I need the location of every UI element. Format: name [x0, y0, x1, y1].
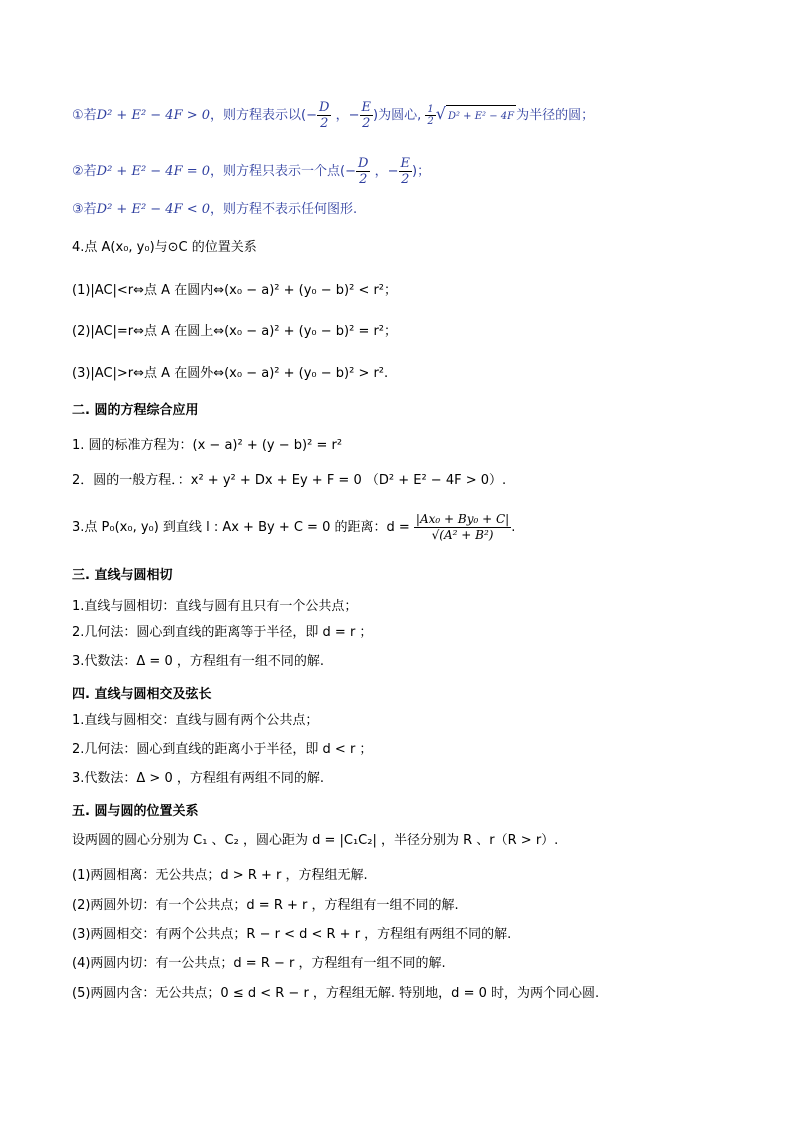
distance-formula-tail: . [511, 520, 516, 535]
section-4-heading: 四. 直线与圆相交及弦长 [72, 687, 212, 702]
frac-one-half: $\frac{1}{2}$ [427, 104, 434, 127]
circle-relation-item: (3)两圆相交：有两个公共点；R − r < d < R + r ，方程组有两组不同的解. [72, 927, 512, 942]
standard-equation: 1. 圆的标准方程为：(x − a)² + (y − b)² = r² [72, 438, 343, 453]
case-2-tail: )； [412, 164, 431, 179]
intersect-item: 3.代数法：Δ > 0 ，方程组有两组不同的解. [72, 771, 324, 786]
case-2-condition: D² + E² − 4F = 0 [96, 164, 211, 179]
section-5-heading: 五. 圆与圆的位置关系 [72, 804, 199, 819]
section-2-heading: 二. 圆的方程综合应用 [72, 403, 199, 418]
circle-relation-item: (2)两圆外切：有一个公共点；d = R + r ，方程组有一组不同的解. [72, 898, 459, 913]
case-2: ②若D² + E² − 4F = 0，则方程只表示一个点(− $\frac{D}{2}$ ，− $\frac{E}{2}$ )； [72, 156, 431, 187]
case-1-text: ，则方程表示以( [210, 108, 307, 123]
distance-formula [72, 512, 515, 543]
frac-neg-e-over-2: $\frac{E}{2}$ [400, 156, 411, 187]
section-3-heading: 三. 直线与圆相切 [72, 568, 173, 583]
case-3-text: ，则方程不表示任何图形. [210, 202, 358, 217]
tangent-item: 2.几何法：圆心到直线的距离等于半径，即 d = r ； [72, 625, 373, 640]
case-1-text-2: )为圆心, [373, 108, 422, 123]
point-position-item: (3)|AC|>r⇔点 A 在圆外⇔(x₀ − a)² + (y₀ − b)² > r². [72, 366, 389, 381]
case-1-sep: ， [335, 108, 349, 123]
distance-formula-prefix: 3.点 P₀(x₀, y₀) 到直线 l : Ax + By + C = 0 的距离：d = [72, 520, 410, 535]
frac-neg-d-over-2: $\frac{D}{2}$ [319, 100, 330, 131]
case-3-condition: D² + E² − 4F < 0 [96, 202, 211, 217]
case-2-sep: ， [374, 164, 388, 179]
point-position-item: (1)|AC|<r⇔点 A 在圆内⇔(x₀ − a)² + (y₀ − b)² < r²； [72, 283, 398, 298]
case-1-condition: D² + E² − 4F > 0 [96, 108, 211, 123]
case-1: ①若D² + E² − 4F > 0，则方程表示以(− $\frac{D}{2}$ ，− $\frac{E}{2}$ )为圆心, $\frac{1}{2}$ √ D² + E² − 4F 为半径的圆； [72, 100, 595, 131]
sqrt-sign: √ [435, 104, 446, 123]
case-3-prefix: ③若 [72, 202, 97, 217]
radius-radicand: D² + E² − 4F [446, 105, 516, 127]
circles-intro: 设两圆的圆心分别为 C₁ 、C₂ ，圆心距为 d = |C₁C₂| ，半径分别为 R 、r（R > r）. [72, 833, 559, 848]
circle-relation-item: (5)两圆内含：无公共点；0 ≤ d < R − r ，方程组无解. 特别地，d = 0 时，为两个同心圆. [72, 986, 600, 1001]
case-2-text: ，则方程只表示一个点( [210, 164, 346, 179]
point-position-title: 4.点 A(x₀, y₀)与⊙C 的位置关系 [72, 240, 257, 255]
intersect-item: 1.直线与圆相交：直线与圆有两个公共点； [72, 713, 319, 728]
case-1-prefix: ①若 [72, 108, 97, 123]
distance-fraction: $\frac{\text{|Ax₀ + By₀ + C|}}{\text{√(A² + B²)}}$ [415, 512, 510, 542]
general-equation: 2．圆的一般方程．：x² + y² + Dx + Ey + F = 0 （D² + E² − 4F > 0）. [72, 473, 507, 488]
circle-relation-item: (4)两圆内切：有一公共点；d = R − r ，方程组有一组不同的解. [72, 956, 446, 971]
tangent-item: 3.代数法：Δ = 0 ，方程组有一组不同的解. [72, 654, 324, 669]
case-2-prefix: ②若 [72, 164, 97, 179]
circle-relation-item: (1)两圆相离：无公共点；d > R + r ，方程组无解. [72, 868, 368, 883]
case-1-tail: 为半径的圆； [516, 108, 595, 123]
point-position-item: (2)|AC|=r⇔点 A 在圆上⇔(x₀ − a)² + (y₀ − b)² = r²； [72, 324, 398, 339]
tangent-item: 1.直线与圆相切：直线与圆有且只有一个公共点； [72, 599, 358, 614]
frac-neg-e-over-2: $\frac{E}{2}$ [361, 100, 372, 131]
case-3 [72, 200, 357, 220]
frac-neg-d-over-2: $\frac{D}{2}$ [358, 156, 369, 187]
intersect-item: 2.几何法：圆心到直线的距离小于半径，即 d < r ； [72, 742, 373, 757]
